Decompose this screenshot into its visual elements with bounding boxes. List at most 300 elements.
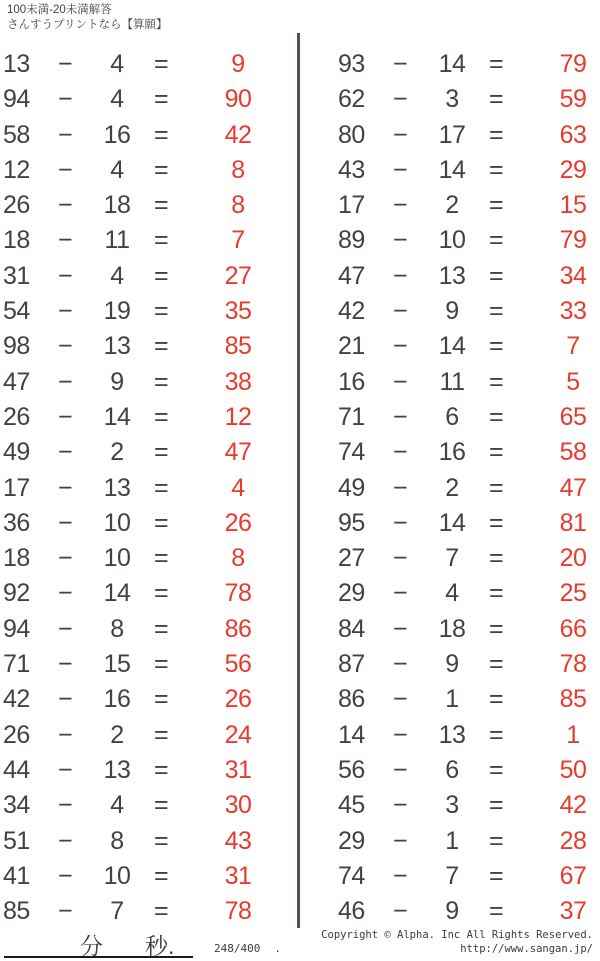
minus-sign: − <box>392 191 408 220</box>
answer-value: 65 <box>559 402 587 431</box>
problem-row <box>3 118 297 153</box>
equals-sign: = <box>488 120 504 149</box>
problem-row <box>338 682 600 717</box>
problem-row <box>3 682 297 717</box>
problem-row <box>3 400 297 435</box>
equals-sign: = <box>153 720 169 749</box>
problem-row <box>3 153 297 188</box>
equals-sign: = <box>488 261 504 290</box>
problem-row <box>338 612 600 647</box>
minuend: 26 <box>3 402 30 431</box>
equals-sign: = <box>153 897 169 926</box>
minus-sign: − <box>392 826 408 855</box>
problem-row <box>338 894 600 929</box>
problem-row <box>338 576 600 611</box>
problem-row <box>3 753 297 788</box>
equals-sign: = <box>153 332 169 361</box>
problem-row <box>338 365 600 400</box>
subtrahend: 4 <box>445 579 459 608</box>
answer-value: 50 <box>559 755 587 784</box>
answer-value: 26 <box>224 685 252 714</box>
subtrahend: 18 <box>438 614 466 643</box>
answer-value: 9 <box>231 50 245 78</box>
answer-value: 5 <box>566 367 580 396</box>
minus-sign: − <box>57 332 73 361</box>
problems-column-left <box>3 47 297 929</box>
answer-value: 8 <box>231 544 245 573</box>
subtrahend: 4 <box>110 261 124 290</box>
minuend: 85 <box>3 897 30 926</box>
minuend: 56 <box>338 755 365 784</box>
equals-sign: = <box>488 826 504 855</box>
problem-row <box>3 82 297 117</box>
subtrahend: 9 <box>445 297 459 326</box>
minuend: 49 <box>338 473 365 502</box>
answer-value: 47 <box>224 438 252 467</box>
minus-sign: − <box>392 50 408 78</box>
answer-value: 7 <box>231 226 245 255</box>
subtrahend: 16 <box>438 438 466 467</box>
minuend: 95 <box>338 508 365 537</box>
answer-value: 79 <box>559 226 587 255</box>
answer-value: 24 <box>224 720 252 749</box>
minuend: 26 <box>3 720 30 749</box>
equals-sign: = <box>153 402 169 431</box>
answer-value: 78 <box>224 579 252 608</box>
minus-sign: − <box>57 791 73 820</box>
minuend: 43 <box>338 155 365 184</box>
page-counter <box>214 942 281 955</box>
minuend: 47 <box>338 261 365 290</box>
problem-row <box>338 859 600 894</box>
subtrahend: 19 <box>103 297 131 326</box>
problem-row <box>3 612 297 647</box>
minus-sign: − <box>57 85 73 114</box>
equals-sign: = <box>153 438 169 467</box>
minus-sign: − <box>57 473 73 502</box>
minuend: 18 <box>3 226 30 255</box>
minus-sign: − <box>392 650 408 679</box>
minuend: 51 <box>3 826 30 855</box>
answer-value: 47 <box>559 473 587 502</box>
equals-sign: = <box>488 614 504 643</box>
answer-value: 25 <box>559 579 587 608</box>
answer-value: 1 <box>566 720 580 749</box>
subtrahend: 6 <box>445 402 459 431</box>
minus-sign: − <box>392 85 408 114</box>
subtrahend: 7 <box>445 544 459 573</box>
problems-column-right <box>338 47 600 929</box>
minus-sign: − <box>57 861 73 890</box>
problem-row <box>338 329 600 364</box>
subtrahend: 9 <box>110 367 124 396</box>
minus-sign: − <box>57 508 73 537</box>
subtrahend: 9 <box>445 650 459 679</box>
subtrahend: 14 <box>438 508 466 537</box>
subtrahend: 3 <box>445 85 459 114</box>
subtrahend: 13 <box>103 332 131 361</box>
problem-row <box>338 506 600 541</box>
minus-sign: − <box>57 120 73 149</box>
problem-row <box>338 788 600 823</box>
problem-row <box>3 894 297 929</box>
answer-value: 38 <box>224 367 252 396</box>
minuend: 14 <box>338 720 365 749</box>
subtrahend: 13 <box>438 720 466 749</box>
equals-sign: = <box>488 438 504 467</box>
equals-sign: = <box>488 861 504 890</box>
problem-row <box>338 753 600 788</box>
equals-sign: = <box>153 755 169 784</box>
equals-sign: = <box>488 402 504 431</box>
column-divider-line <box>297 33 300 928</box>
minus-sign: − <box>392 579 408 608</box>
minuend: 84 <box>338 614 365 643</box>
subtrahend: 11 <box>439 367 465 396</box>
minus-sign: − <box>57 826 73 855</box>
minus-sign: − <box>392 120 408 149</box>
worksheet-subtitle: さんすうプリントなら【算願】 <box>7 19 168 31</box>
minus-sign: − <box>57 685 73 714</box>
answer-value: 85 <box>559 685 587 714</box>
minus-sign: − <box>392 544 408 573</box>
equals-sign: = <box>153 120 169 149</box>
subtrahend: 1 <box>445 685 459 714</box>
minuend: 13 <box>3 50 30 78</box>
subtrahend: 7 <box>445 861 459 890</box>
subtrahend: 15 <box>103 650 131 679</box>
answer-value: 78 <box>559 650 587 679</box>
answer-value: 8 <box>231 155 245 184</box>
time-entry-line <box>4 926 193 958</box>
minus-sign: − <box>392 685 408 714</box>
subtrahend: 14 <box>438 155 466 184</box>
problem-row <box>3 576 297 611</box>
minutes-label: 分 <box>80 933 103 959</box>
answer-value: 81 <box>559 508 587 537</box>
equals-sign: = <box>153 50 169 78</box>
minuend: 21 <box>338 332 365 361</box>
equals-sign: = <box>153 226 169 255</box>
equals-sign: = <box>153 85 169 114</box>
minus-sign: − <box>392 473 408 502</box>
minuend: 62 <box>338 85 365 114</box>
equals-sign: = <box>488 544 504 573</box>
minus-sign: − <box>392 261 408 290</box>
problem-row <box>3 718 297 753</box>
answer-value: 37 <box>559 897 587 926</box>
answer-value: 35 <box>224 297 252 326</box>
subtrahend: 18 <box>103 191 131 220</box>
minuend: 74 <box>338 861 365 890</box>
answer-value: 20 <box>559 544 587 573</box>
minus-sign: − <box>392 791 408 820</box>
answer-value: 59 <box>559 85 587 114</box>
problem-row <box>3 188 297 223</box>
equals-sign: = <box>153 650 169 679</box>
minus-sign: − <box>57 367 73 396</box>
answer-value: 15 <box>559 191 587 220</box>
problem-row <box>3 294 297 329</box>
subtrahend: 10 <box>103 508 131 537</box>
minuend: 18 <box>3 544 30 573</box>
subtrahend: 1 <box>445 826 459 855</box>
equals-sign: = <box>488 508 504 537</box>
problem-row <box>338 541 600 576</box>
page-counter-value: 248/400 <box>214 942 261 955</box>
subtrahend: 14 <box>103 402 131 431</box>
minus-sign: − <box>57 544 73 573</box>
equals-sign: = <box>488 332 504 361</box>
answer-value: 43 <box>224 826 252 855</box>
subtrahend: 4 <box>110 50 124 78</box>
minuend: 17 <box>338 191 365 220</box>
answer-value: 30 <box>224 791 252 820</box>
worksheet-title: 100未満-20未満解答 <box>7 4 112 16</box>
subtrahend: 2 <box>445 473 459 502</box>
answer-value: 66 <box>559 614 587 643</box>
answer-value: 12 <box>224 402 252 431</box>
subtrahend: 8 <box>110 826 124 855</box>
answer-value: 27 <box>224 261 252 290</box>
problem-row <box>3 47 297 82</box>
subtrahend: 16 <box>103 685 131 714</box>
equals-sign: = <box>153 579 169 608</box>
minuend: 36 <box>3 508 30 537</box>
subtrahend: 2 <box>445 191 459 220</box>
problem-row <box>338 188 600 223</box>
equals-sign: = <box>153 791 169 820</box>
minuend: 98 <box>3 332 30 361</box>
equals-sign: = <box>488 191 504 220</box>
minus-sign: − <box>392 438 408 467</box>
answer-value: 79 <box>559 50 587 78</box>
minus-sign: − <box>57 579 73 608</box>
minuend: 47 <box>3 367 30 396</box>
minus-sign: − <box>392 861 408 890</box>
copyright-text: Copyright © Alpha. Inc All Rights Reserved. <box>321 929 593 941</box>
subtrahend: 14 <box>438 332 466 361</box>
equals-sign: = <box>153 508 169 537</box>
problem-row <box>338 47 600 82</box>
page-counter-dot: . <box>274 942 281 955</box>
subtrahend: 7 <box>110 897 124 926</box>
subtrahend: 11 <box>104 226 130 255</box>
equals-sign: = <box>488 755 504 784</box>
subtrahend: 2 <box>110 720 124 749</box>
equals-sign: = <box>153 861 169 890</box>
minus-sign: − <box>392 332 408 361</box>
minus-sign: − <box>57 720 73 749</box>
answer-value: 26 <box>224 508 252 537</box>
problem-row <box>338 471 600 506</box>
minuend: 74 <box>338 438 365 467</box>
answer-value: 7 <box>566 332 580 361</box>
equals-sign: = <box>488 897 504 926</box>
seconds-label: 秒. <box>145 933 175 959</box>
minuend: 16 <box>338 367 365 396</box>
minus-sign: − <box>57 297 73 326</box>
equals-sign: = <box>153 191 169 220</box>
subtrahend: 13 <box>103 473 131 502</box>
answer-value: 56 <box>224 650 252 679</box>
problem-row <box>3 365 297 400</box>
minus-sign: − <box>57 261 73 290</box>
minuend: 94 <box>3 614 30 643</box>
minuend: 34 <box>3 791 30 820</box>
problem-row <box>3 259 297 294</box>
minuend: 87 <box>338 650 365 679</box>
answer-value: 90 <box>224 85 252 114</box>
equals-sign: = <box>488 685 504 714</box>
minuend: 42 <box>338 297 365 326</box>
minus-sign: − <box>57 155 73 184</box>
equals-sign: = <box>488 226 504 255</box>
minuend: 42 <box>3 685 30 714</box>
equals-sign: = <box>153 473 169 502</box>
problem-row <box>3 223 297 258</box>
problem-row <box>3 859 297 894</box>
answer-value: 33 <box>559 297 587 326</box>
equals-sign: = <box>488 473 504 502</box>
problem-row <box>3 329 297 364</box>
subtrahend: 13 <box>103 755 131 784</box>
problem-row <box>338 435 600 470</box>
subtrahend: 4 <box>110 85 124 114</box>
equals-sign: = <box>153 261 169 290</box>
answer-value: 85 <box>224 332 252 361</box>
equals-sign: = <box>153 155 169 184</box>
equals-sign: = <box>488 297 504 326</box>
subtrahend: 8 <box>110 614 124 643</box>
equals-sign: = <box>488 155 504 184</box>
minuend: 89 <box>338 226 365 255</box>
problem-row <box>3 788 297 823</box>
minus-sign: − <box>392 367 408 396</box>
equals-sign: = <box>153 544 169 573</box>
minus-sign: − <box>57 614 73 643</box>
minuend: 29 <box>338 579 365 608</box>
problem-row <box>338 259 600 294</box>
problem-row <box>3 435 297 470</box>
subtrahend: 10 <box>103 861 131 890</box>
problem-row <box>338 118 600 153</box>
minuend: 12 <box>3 155 30 184</box>
equals-sign: = <box>488 650 504 679</box>
problem-row <box>338 647 600 682</box>
problem-row <box>338 718 600 753</box>
minus-sign: − <box>57 226 73 255</box>
equals-sign: = <box>153 297 169 326</box>
minus-sign: − <box>392 226 408 255</box>
answer-value: 86 <box>224 614 252 643</box>
subtrahend: 4 <box>110 155 124 184</box>
minuend: 44 <box>3 755 30 784</box>
subtrahend: 3 <box>445 791 459 820</box>
minuend: 45 <box>338 791 365 820</box>
minuend: 17 <box>3 473 30 502</box>
answer-value: 29 <box>559 155 587 184</box>
minus-sign: − <box>57 50 73 78</box>
equals-sign: = <box>488 50 504 78</box>
answer-value: 31 <box>224 755 252 784</box>
minus-sign: − <box>392 297 408 326</box>
minuend: 29 <box>338 826 365 855</box>
subtrahend: 9 <box>445 897 459 926</box>
equals-sign: = <box>488 579 504 608</box>
minuend: 94 <box>3 85 30 114</box>
subtrahend: 10 <box>103 544 131 573</box>
problem-row <box>3 506 297 541</box>
subtrahend: 16 <box>103 120 131 149</box>
answer-value: 4 <box>231 473 245 502</box>
minus-sign: − <box>57 191 73 220</box>
equals-sign: = <box>153 614 169 643</box>
minuend: 80 <box>338 120 365 149</box>
subtrahend: 17 <box>438 120 466 149</box>
answer-value: 67 <box>559 861 587 890</box>
minus-sign: − <box>392 402 408 431</box>
minuend: 31 <box>3 261 30 290</box>
minuend: 41 <box>3 861 30 890</box>
problem-row <box>338 400 600 435</box>
minuend: 93 <box>338 50 365 78</box>
problem-row <box>3 471 297 506</box>
minuend: 54 <box>3 297 30 326</box>
answer-value: 31 <box>224 861 252 890</box>
problem-row <box>3 647 297 682</box>
minus-sign: − <box>57 402 73 431</box>
problem-row <box>338 223 600 258</box>
minuend: 46 <box>338 897 365 926</box>
minuend: 26 <box>3 191 30 220</box>
publisher-url: http://www.sangan.jp/ <box>460 942 593 955</box>
minuend: 27 <box>338 544 365 573</box>
minus-sign: − <box>57 438 73 467</box>
equals-sign: = <box>488 791 504 820</box>
answer-value: 58 <box>559 438 587 467</box>
minuend: 86 <box>338 685 365 714</box>
subtrahend: 2 <box>110 438 124 467</box>
minus-sign: − <box>392 720 408 749</box>
answer-value: 34 <box>559 261 587 290</box>
minuend: 71 <box>338 402 365 431</box>
answer-value: 63 <box>559 120 587 149</box>
answer-value: 42 <box>224 120 252 149</box>
subtrahend: 14 <box>438 50 466 78</box>
minus-sign: − <box>57 897 73 926</box>
answer-value: 78 <box>224 897 252 926</box>
minuend: 92 <box>3 579 30 608</box>
minuend: 58 <box>3 120 30 149</box>
problem-row <box>338 294 600 329</box>
subtrahend: 13 <box>438 261 466 290</box>
minus-sign: − <box>57 755 73 784</box>
problem-row <box>3 541 297 576</box>
subtrahend: 10 <box>438 226 466 255</box>
answer-value: 8 <box>231 191 245 220</box>
minuend: 71 <box>3 650 30 679</box>
problem-row <box>338 82 600 117</box>
subtrahend: 4 <box>110 791 124 820</box>
equals-sign: = <box>153 685 169 714</box>
minus-sign: − <box>392 614 408 643</box>
minus-sign: − <box>392 508 408 537</box>
subtrahend: 6 <box>445 755 459 784</box>
equals-sign: = <box>153 826 169 855</box>
answer-value: 42 <box>559 791 587 820</box>
credits-block <box>321 929 593 956</box>
